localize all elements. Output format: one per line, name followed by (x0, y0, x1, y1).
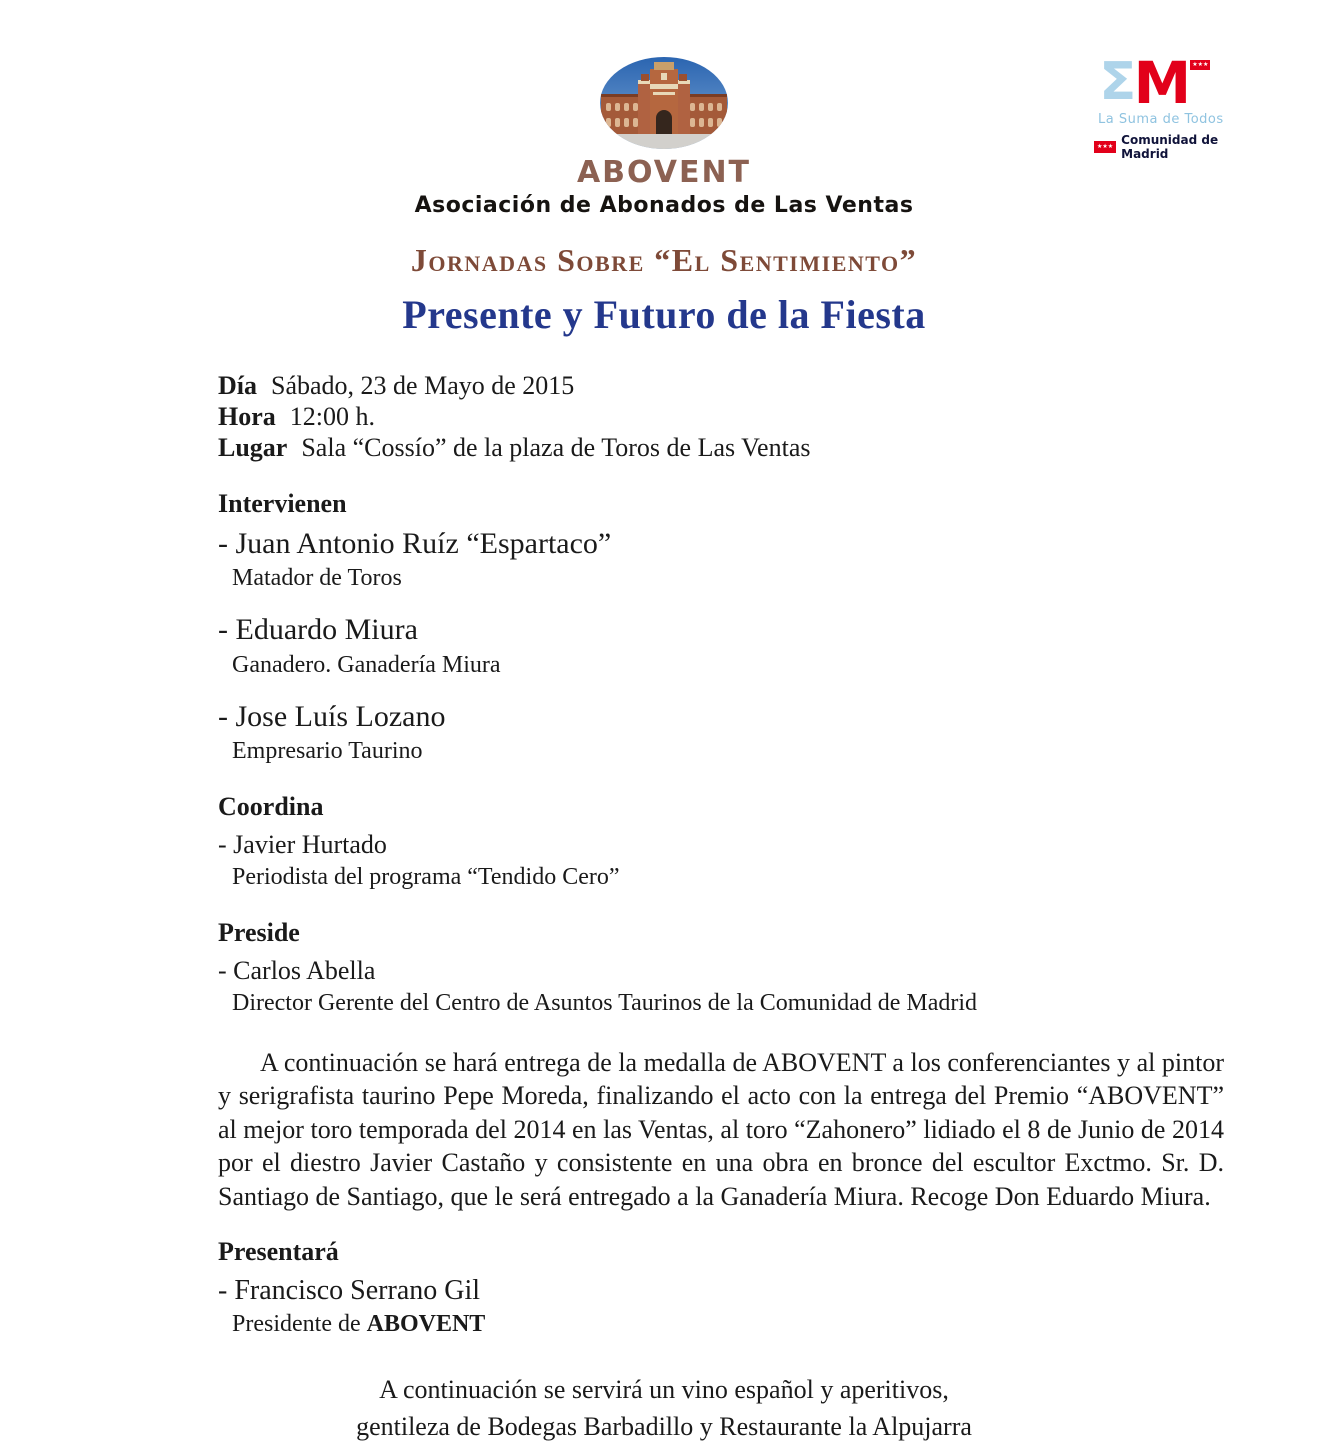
speaker-entry (218, 830, 1224, 892)
speaker-name: - Juan Antonio Ruíz “Espartaco” (218, 526, 612, 560)
abovent-bullring-logo-icon (599, 56, 729, 150)
detail-value-dia: Sábado, 23 de Mayo de 2015 (271, 371, 575, 400)
event-title: Presente y Futuro de la Fiesta (402, 292, 926, 337)
section-presentara (218, 1237, 1224, 1339)
presenter-name: - Francisco Serrano Gil (218, 1275, 481, 1307)
presenter-entry (218, 1275, 1224, 1339)
speaker-name: - Eduardo Miura (218, 613, 418, 647)
madrid-caption: Comunidad de Madrid (1121, 133, 1219, 162)
detail-row-lugar (218, 432, 1224, 463)
speaker-name: - Carlos Abella (218, 955, 376, 985)
speaker-entry (218, 613, 1224, 679)
speaker-role: Periodista del programa “Tendido Cero” (232, 864, 620, 891)
section-heading: Coordina (218, 792, 324, 822)
detail-label-lugar: Lugar (218, 433, 288, 462)
speaker-entry (218, 700, 1224, 766)
detail-value-lugar: Sala “Cossío” de la plaza de Toros de Las Ventas (301, 433, 811, 462)
speaker-entry (218, 527, 1224, 593)
section-heading: Presentará (218, 1237, 339, 1267)
m-glyph: M (1133, 49, 1190, 117)
detail-row-hora (218, 401, 1224, 432)
footer-note (0, 1371, 1328, 1445)
speaker-role: Ganadero. Ganadería Miura (232, 651, 501, 678)
section-heading: Preside (218, 917, 300, 947)
flyer-header (0, 0, 1328, 338)
speaker-role: Director Gerente del Centro de Asuntos Taurinos de la Comunidad de Madrid (232, 989, 978, 1016)
abovent-subtitle: Asociación de Abonados de Las Ventas (414, 193, 914, 218)
detail-label-dia: Día (218, 371, 257, 400)
abovent-wordmark: ABOVENT (576, 155, 752, 190)
footer-line-2: gentileza de Bodegas Barbadillo y Restaurante la Alpujarra (356, 1412, 972, 1442)
announcement-paragraph: A continuación se hará entrega de la medalla de ABOVENT a los conferenciantes y al pintor y serigrafista taurino Pepe Moreda, finalizando el acto con la entrega del Premio “ABOVENT” al mejor toro temporada del 2014 en las Ventas, al toro “Zahonero” lidiado el 8 de Junio de 2014 por el diestro Javier Castaño y consistente en una obra en bronce del escultor Exctmo. Sr. D. Santiago de Santiago, que le será entregado a la Ganadería Miura. Recoge Don Eduardo Miura. (218, 1047, 1224, 1211)
presenter-role-prefix: Presidente de (232, 1311, 367, 1338)
detail-label-hora: Hora (218, 402, 276, 431)
footer-line-1: A continuación se servirá un vino español y aperitivos, (379, 1375, 949, 1405)
event-kicker: Jornadas Sobre “El Sentimiento” (410, 242, 918, 278)
speaker-name: - Javier Hurtado (218, 829, 387, 859)
detail-row-dia (218, 370, 1224, 401)
speaker-role: Matador de Toros (232, 565, 402, 592)
detail-value-hora: 12:00 h. (289, 402, 375, 431)
section-coordina (218, 792, 1224, 892)
sigma-m-logo-icon (1094, 49, 1224, 117)
sigma-glyph: Σ (1099, 52, 1137, 112)
flyer-body (218, 370, 1224, 1339)
event-details (218, 370, 1224, 463)
madrid-tagline: La Suma de Todos (1098, 112, 1224, 128)
section-heading: Intervienen (218, 489, 347, 518)
section-preside (218, 918, 1224, 1018)
presenter-role (218, 1310, 1224, 1339)
madrid-flag-icon: ★★★ (1192, 61, 1209, 68)
presenter-role-org: ABOVENT (366, 1311, 486, 1338)
speaker-role: Empresario Taurino (232, 738, 423, 765)
madrid-flag-small-icon: ★★★ (1094, 141, 1116, 153)
comunidad-madrid-logo (1094, 49, 1224, 162)
speaker-entry (218, 956, 1224, 1018)
speaker-name: - Jose Luís Lozano (218, 699, 446, 733)
section-intervienen (218, 489, 1224, 766)
